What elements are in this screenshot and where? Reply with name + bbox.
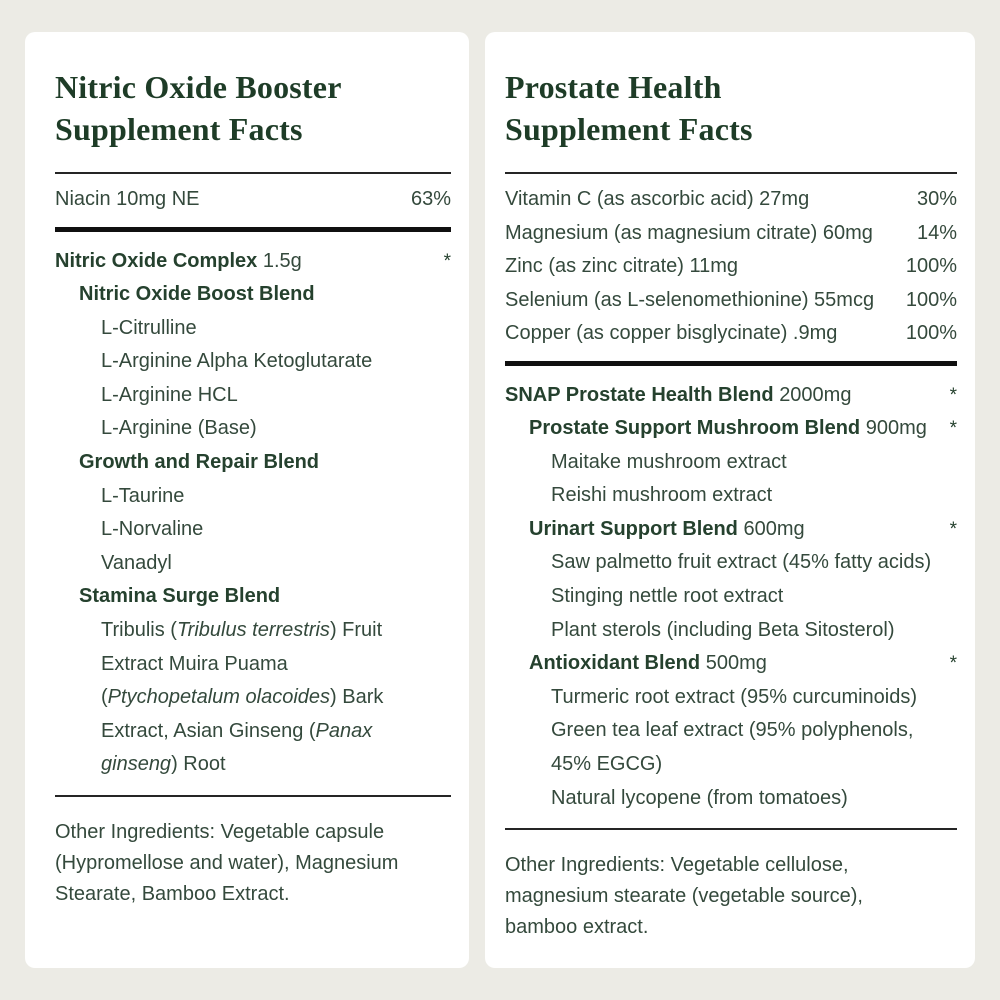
title-line: Nitric Oxide Booster (55, 69, 342, 105)
ingredient-item: L-Citrulline (101, 316, 197, 339)
daily-value-asterisk: * (443, 250, 451, 272)
ingredient-text: ) Root (171, 753, 226, 776)
nutrient-daily-value: 63% (410, 188, 451, 210)
ingredient-item (55, 614, 451, 648)
nutrient-row (505, 250, 957, 284)
other-ingredients-line: Stearate, Bamboo Extract. (55, 883, 290, 905)
blend-name: Nitric Oxide Boost Blend (79, 283, 315, 306)
divider-thick (55, 227, 451, 232)
ingredient-text: Tribulis ( (101, 619, 177, 642)
complex-header (505, 379, 957, 413)
blend-name: Growth and Repair Blend (79, 451, 320, 474)
title-line: Supplement Facts (55, 111, 303, 147)
complex-name: SNAP Prostate Health Blend (505, 383, 774, 406)
ingredient-item (55, 748, 451, 782)
panel-title-prostate-health (505, 66, 957, 150)
species-name: Tribulus terrestris (176, 619, 330, 642)
ingredient-item (55, 681, 451, 715)
nitric-oxide-booster-panel (25, 32, 469, 968)
blend-name-amount (529, 412, 927, 446)
complex-amount: 1.5g (262, 249, 302, 272)
ingredient-item: Natural lycopene (from tomatoes) (551, 786, 848, 809)
ingredient-item: Reishi mushroom extract (551, 484, 773, 507)
ingredient-item: L-Arginine (Base) (101, 417, 257, 440)
blend-header (505, 513, 957, 547)
ingredient-text: ( (101, 686, 108, 709)
other-ingredients-line: (Hypromellose and water), Magnesium (55, 852, 399, 874)
blend-name: Antioxidant Blend (529, 652, 701, 675)
ingredient-item: Saw palmetto fruit extract (45% fatty acids) (551, 551, 932, 574)
prostate-health-panel (485, 32, 975, 968)
nutrient-daily-value: 100% (905, 255, 957, 277)
complex-name-amount (505, 379, 851, 413)
ingredient-item: Extract Muira Puama (101, 652, 288, 675)
ingredient-item: Stinging nettle root extract (551, 585, 784, 608)
ingredient-item: Plant sterols (including Beta Sitosterol) (551, 618, 895, 641)
ingredient-item (55, 715, 451, 749)
ingredient-item: 45% EGCG) (551, 753, 663, 776)
daily-value-asterisk: * (949, 418, 957, 440)
ingredient-item: L-Norvaline (101, 518, 204, 541)
daily-value-rows (505, 174, 957, 361)
blend-header (505, 647, 957, 681)
divider-thin (505, 828, 957, 830)
blend-name: Urinart Support Blend (529, 517, 738, 540)
divider-thin (55, 795, 451, 797)
other-ingredients (55, 817, 451, 910)
nutrient-label: Vitamin C (as ascorbic acid) 27mg (505, 188, 810, 210)
ingredient-item: Maitake mushroom extract (551, 450, 787, 473)
species-name: ginseng (101, 753, 172, 776)
daily-value-asterisk: * (949, 384, 957, 406)
title-line: Prostate Health (505, 69, 722, 105)
other-ingredients-line: Other Ingredients: Vegetable cellulose, (505, 854, 849, 877)
blend-list (505, 379, 957, 816)
nutrient-daily-value: 100% (905, 322, 957, 344)
nutrient-row (505, 217, 957, 251)
nutrient-row (505, 284, 957, 318)
complex-amount: 2000mg (779, 383, 852, 406)
ingredient-text: ) Fruit (329, 619, 383, 642)
nutrient-label: Zinc (as zinc citrate) 11mg (505, 255, 739, 277)
nutrient-row (505, 183, 957, 217)
complex-name-amount (55, 245, 302, 279)
blend-name-amount (529, 513, 805, 547)
blend-header (505, 412, 957, 446)
ingredient-item: L-Arginine Alpha Ketoglutarate (101, 350, 373, 373)
nutrient-row (505, 317, 957, 351)
daily-value-rows (55, 174, 451, 227)
divider-thick (505, 361, 957, 366)
blend-amount: 600mg (743, 517, 805, 540)
nutrient-label: Magnesium (as magnesium citrate) 60mg (505, 221, 873, 244)
blend-amount: 900mg (865, 417, 927, 440)
ingredient-text: ) Bark (330, 686, 384, 709)
blend-list (55, 245, 451, 783)
nutrient-label: Copper (as copper bisglycinate) .9mg (505, 322, 838, 344)
ingredient-item: Turmeric root extract (95% curcuminoids) (551, 685, 918, 708)
title-line: Supplement Facts (505, 111, 753, 147)
species-name: Panax (315, 719, 373, 742)
ingredient-item: Green tea leaf extract (95% polyphenols, (551, 719, 914, 742)
blend-name-amount (529, 647, 767, 681)
nutrient-daily-value: 100% (905, 288, 957, 311)
daily-value-asterisk: * (949, 518, 957, 540)
ingredient-text: Extract, Asian Ginseng ( (101, 719, 316, 742)
nutrient-label: Niacin 10mg NE (55, 188, 200, 210)
other-ingredients-line: magnesium stearate (vegetable source), (505, 885, 863, 908)
panel-title-nitric-oxide (55, 66, 451, 150)
nutrient-daily-value: 14% (916, 221, 957, 244)
blend-name: Stamina Surge Blend (79, 585, 281, 608)
ingredient-item: L-Arginine HCL (101, 383, 238, 406)
blend-amount: 500mg (705, 652, 767, 675)
nutrient-label: Selenium (as L-selenomethionine) 55mcg (505, 288, 875, 311)
nutrient-daily-value: 30% (916, 188, 957, 210)
ingredient-item: Vanadyl (101, 551, 172, 574)
blend-name: Prostate Support Mushroom Blend (529, 417, 861, 440)
complex-header (55, 245, 451, 279)
species-name: Ptychopetalum olacoides (107, 686, 331, 709)
complex-name: Nitric Oxide Complex (55, 249, 258, 272)
other-ingredients-line: bamboo extract. (505, 916, 649, 939)
other-ingredients (505, 850, 957, 943)
daily-value-asterisk: * (949, 653, 957, 675)
other-ingredients-line: Other Ingredients: Vegetable capsule (55, 821, 385, 843)
nutrient-row (55, 183, 451, 217)
ingredient-item: L-Taurine (101, 484, 185, 507)
